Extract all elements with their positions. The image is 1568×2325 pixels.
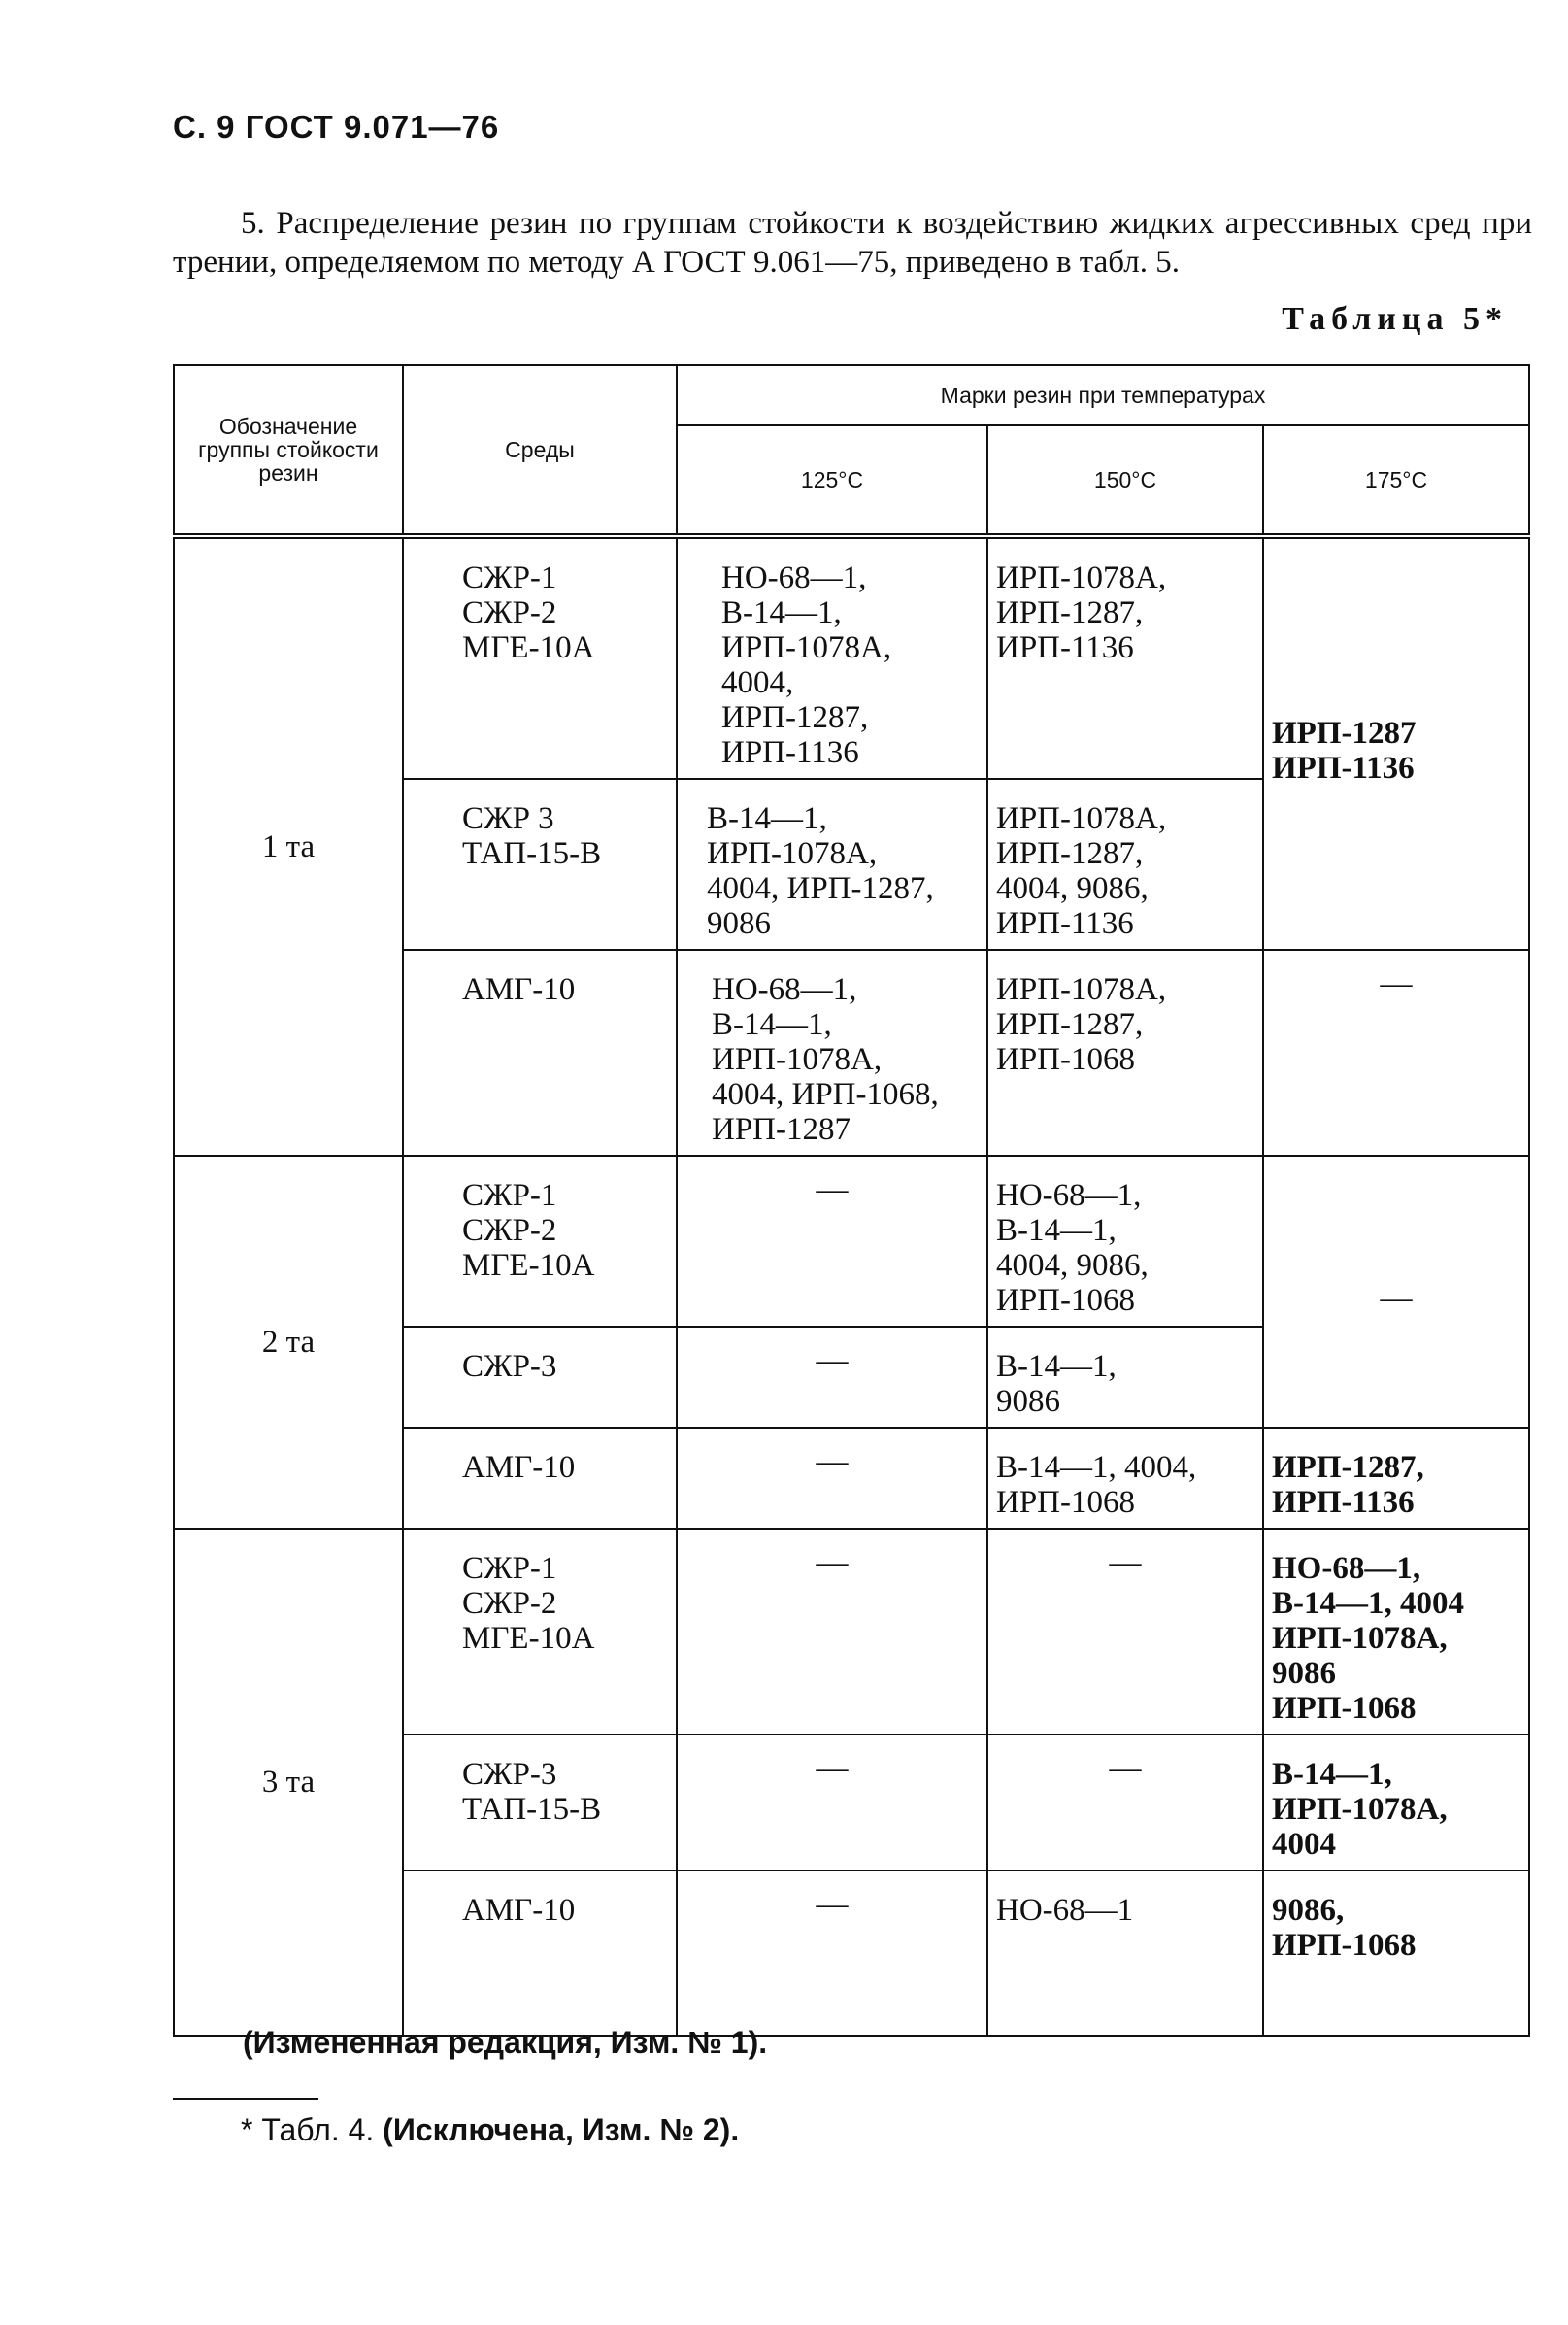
cell-125: НО-68—1, В-14—1, ИРП-1078А, 4004, ИРП-1287, ИРП-1136	[677, 536, 987, 779]
table-row	[174, 1529, 1529, 1735]
env-cell: СЖР 3 ТАП-15-В	[403, 779, 677, 950]
cell-175: ИРП-1287, ИРП-1136	[1263, 1428, 1529, 1529]
env-cell: СЖР-3 ТАП-15-В	[403, 1735, 677, 1870]
footnote-text: (Исключена, Изм. № 2).	[383, 2112, 740, 2147]
cell-175: —	[1263, 950, 1529, 1156]
header-brands: Марки резин при температурах	[677, 365, 1529, 425]
header-env: Среды	[403, 365, 677, 536]
page-header: С. 9 ГОСТ 9.071—76	[173, 109, 500, 145]
cell-150: В-14—1, 4004, ИРП-1068	[987, 1428, 1263, 1529]
env-cell: АМГ-10	[403, 950, 677, 1156]
cell-175: —	[1263, 1156, 1529, 1428]
cell-175: ИРП-1287 ИРП-1136	[1263, 536, 1529, 950]
header-125: 125°С	[677, 425, 987, 536]
cell-175: В-14—1, ИРП-1078А, 4004	[1263, 1735, 1529, 1870]
amendment-note: (Измененная редакция, Изм. № 1).	[243, 2025, 768, 2060]
cell-150: ИРП-1078А, ИРП-1287, ИРП-1068	[987, 950, 1263, 1156]
table-row	[174, 536, 1529, 779]
group-label: 2 та	[174, 1156, 403, 1529]
paragraph-text	[173, 204, 1532, 282]
env-cell: АМГ-10	[403, 1428, 677, 1529]
table-caption: Таблица 5*	[1282, 301, 1508, 337]
header-group: Обозначение группы стойкости резин	[174, 365, 403, 536]
cell-125: —	[677, 1327, 987, 1428]
footnote-prefix: * Табл. 4.	[241, 2112, 384, 2147]
env-cell: СЖР-1 СЖР-2 МГЕ-10А	[403, 1529, 677, 1735]
header-175: 175°С	[1263, 425, 1529, 536]
group-label: 3 та	[174, 1529, 403, 2036]
cell-125: —	[677, 1428, 987, 1529]
footnote	[241, 2112, 739, 2148]
paragraph-body: 5. Распределение резин по группам стойкости к воздействию жидких агрессивных сред при трении, определяемом по методу А ГОСТ 9.061—75, приведено в табл. 5.	[173, 206, 1532, 280]
cell-150: НО-68—1	[987, 1870, 1263, 2036]
table-row	[174, 1156, 1529, 1327]
cell-150: —	[987, 1735, 1263, 1870]
table-body	[174, 536, 1529, 2036]
cell-125: —	[677, 1156, 987, 1327]
resin-table	[173, 364, 1530, 2037]
cell-150: —	[987, 1529, 1263, 1735]
env-cell: АМГ-10	[403, 1870, 677, 2036]
cell-175: НО-68—1, В-14—1, 4004 ИРП-1078А, 9086 ИРП-1068	[1263, 1529, 1529, 1735]
env-cell: СЖР-1 СЖР-2 МГЕ-10А	[403, 536, 677, 779]
cell-175: 9086, ИРП-1068	[1263, 1870, 1529, 2036]
cell-125: —	[677, 1870, 987, 2036]
cell-150: В-14—1, 9086	[987, 1327, 1263, 1428]
cell-125: НО-68—1, В-14—1, ИРП-1078А, 4004, ИРП-1068, ИРП-1287	[677, 950, 987, 1156]
footnote-rule	[173, 2098, 318, 2100]
cell-125: —	[677, 1735, 987, 1870]
env-cell: СЖР-1 СЖР-2 МГЕ-10А	[403, 1156, 677, 1327]
group-label: 1 та	[174, 536, 403, 1156]
cell-125: —	[677, 1529, 987, 1735]
cell-125: В-14—1, ИРП-1078А, 4004, ИРП-1287, 9086	[677, 779, 987, 950]
env-cell: СЖР-3	[403, 1327, 677, 1428]
cell-150: НО-68—1, В-14—1, 4004, 9086, ИРП-1068	[987, 1156, 1263, 1327]
cell-150: ИРП-1078А, ИРП-1287, 4004, 9086, ИРП-1136	[987, 779, 1263, 950]
header-150: 150°С	[987, 425, 1263, 536]
cell-150: ИРП-1078А, ИРП-1287, ИРП-1136	[987, 536, 1263, 779]
